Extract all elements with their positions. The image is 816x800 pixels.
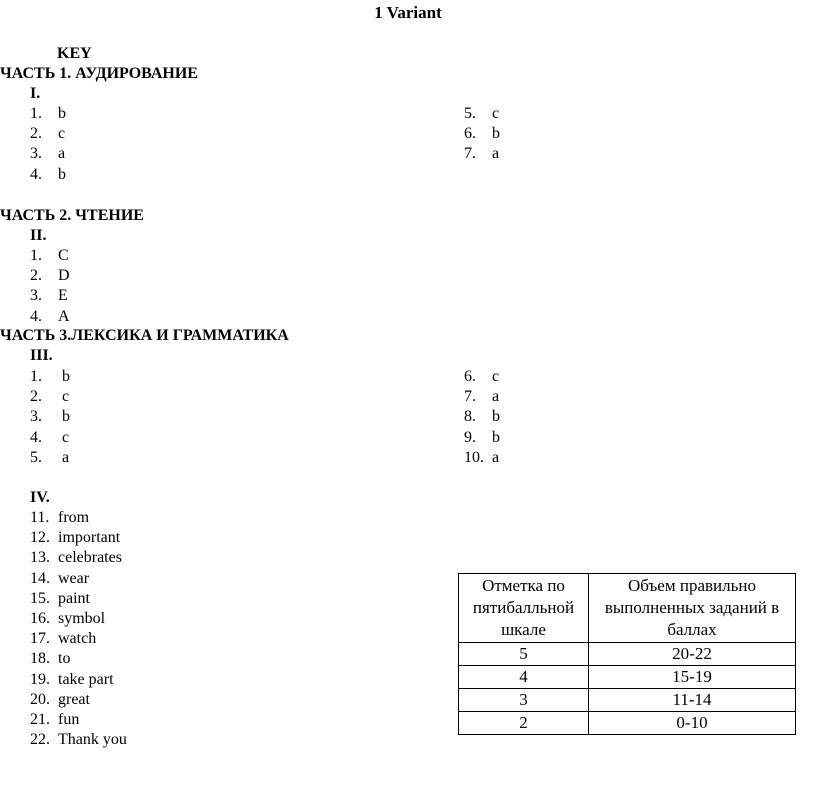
item-number: 15. (30, 589, 50, 607)
item-answer: c (62, 428, 70, 446)
table-row (459, 712, 796, 735)
item-answer: c (492, 105, 500, 122)
part2-task-label: II. (30, 227, 47, 244)
item-answer: b (58, 165, 66, 183)
item-answer: symbol (58, 610, 106, 627)
item-number: 21. (30, 711, 50, 728)
item-answer: A (58, 307, 70, 325)
item-number: 4. (30, 428, 42, 446)
score-range-cell: 15-19 (589, 666, 796, 689)
grade-cell: 4 (459, 666, 589, 689)
item-answer: fun (58, 711, 80, 728)
part2-heading: ЧАСТЬ 2. ЧТЕНИЕ (0, 207, 144, 224)
item-answer: C (58, 247, 69, 264)
part3-heading: ЧАСТЬ 3.ЛЕКСИКА И ГРАММАТИКА (0, 327, 289, 344)
item-answer: c (62, 388, 70, 406)
item-answer: take part (58, 670, 114, 688)
item-answer: celebrates (58, 549, 122, 567)
item-number: 4. (30, 307, 42, 325)
score-range-cell: 20-22 (589, 643, 796, 666)
item-number: 19. (30, 670, 50, 688)
item-answer: b (492, 408, 500, 426)
item-number: 2. (30, 267, 42, 285)
item-answer: E (58, 287, 68, 305)
item-answer: Thank you (58, 731, 127, 749)
item-number: 7. (464, 388, 476, 406)
item-number: 4. (30, 165, 42, 183)
item-answer: b (62, 408, 70, 426)
item-answer: b (492, 428, 500, 446)
item-number: 6. (464, 368, 476, 385)
page-title: 1 Variant (374, 3, 442, 22)
item-answer: a (58, 145, 66, 163)
grading-table-header-grade: Отметка по пятибалльной шкале (459, 574, 589, 643)
item-number: 10. (464, 448, 484, 466)
item-number: 16. (30, 610, 50, 627)
score-range-cell: 11-14 (589, 689, 796, 712)
part1-task-label: I. (30, 85, 41, 102)
item-answer: a (492, 145, 500, 163)
table-row (459, 643, 796, 666)
part4-task-label: IV. (30, 489, 50, 506)
item-number: 1. (30, 247, 42, 264)
table-row (459, 666, 796, 689)
item-answer: b (58, 105, 66, 122)
item-number: 1. (30, 368, 42, 385)
item-number: 18. (30, 650, 50, 668)
item-answer: watch (58, 630, 97, 648)
item-answer: paint (58, 589, 90, 607)
item-number: 1. (30, 105, 42, 122)
item-number: 11. (30, 509, 50, 526)
item-number: 7. (464, 145, 476, 163)
part1-heading: ЧАСТЬ 1. АУДИРОВАНИЕ (0, 65, 198, 82)
item-answer: b (492, 125, 500, 143)
item-answer: wear (58, 569, 90, 587)
item-answer: a (62, 448, 70, 466)
item-answer: great (58, 690, 90, 708)
item-number: 17. (30, 630, 50, 648)
table-row (459, 689, 796, 712)
item-answer: b (62, 368, 70, 385)
grade-cell: 5 (459, 643, 589, 666)
item-answer: from (58, 509, 90, 526)
item-number: 20. (30, 690, 50, 708)
item-answer: D (58, 267, 70, 285)
item-number: 5. (464, 105, 476, 122)
item-number: 12. (30, 529, 50, 547)
grade-cell: 2 (459, 712, 589, 735)
score-range-cell: 0-10 (589, 712, 796, 735)
item-number: 14. (30, 569, 50, 587)
grade-cell: 3 (459, 689, 589, 712)
item-number: 5. (30, 448, 42, 466)
item-number: 22. (30, 731, 50, 749)
item-number: 3. (30, 408, 42, 426)
item-answer: a (492, 448, 500, 466)
item-number: 6. (464, 125, 476, 143)
item-number: 3. (30, 287, 42, 305)
part3-task-label: III. (30, 347, 53, 364)
item-number: 2. (30, 388, 42, 406)
key-label: KEY (57, 45, 92, 62)
grading-table (458, 573, 796, 735)
item-number: 9. (464, 428, 476, 446)
grading-table-header-score: Объем правильно выполненных заданий в баллах (589, 574, 796, 643)
item-number: 8. (464, 408, 476, 426)
item-answer: c (492, 368, 500, 385)
item-answer: a (492, 388, 500, 406)
item-answer: c (58, 125, 66, 143)
item-answer: to (58, 650, 71, 668)
item-number: 3. (30, 145, 42, 163)
item-number: 13. (30, 549, 50, 567)
item-answer: important (58, 529, 121, 547)
item-number: 2. (30, 125, 42, 143)
